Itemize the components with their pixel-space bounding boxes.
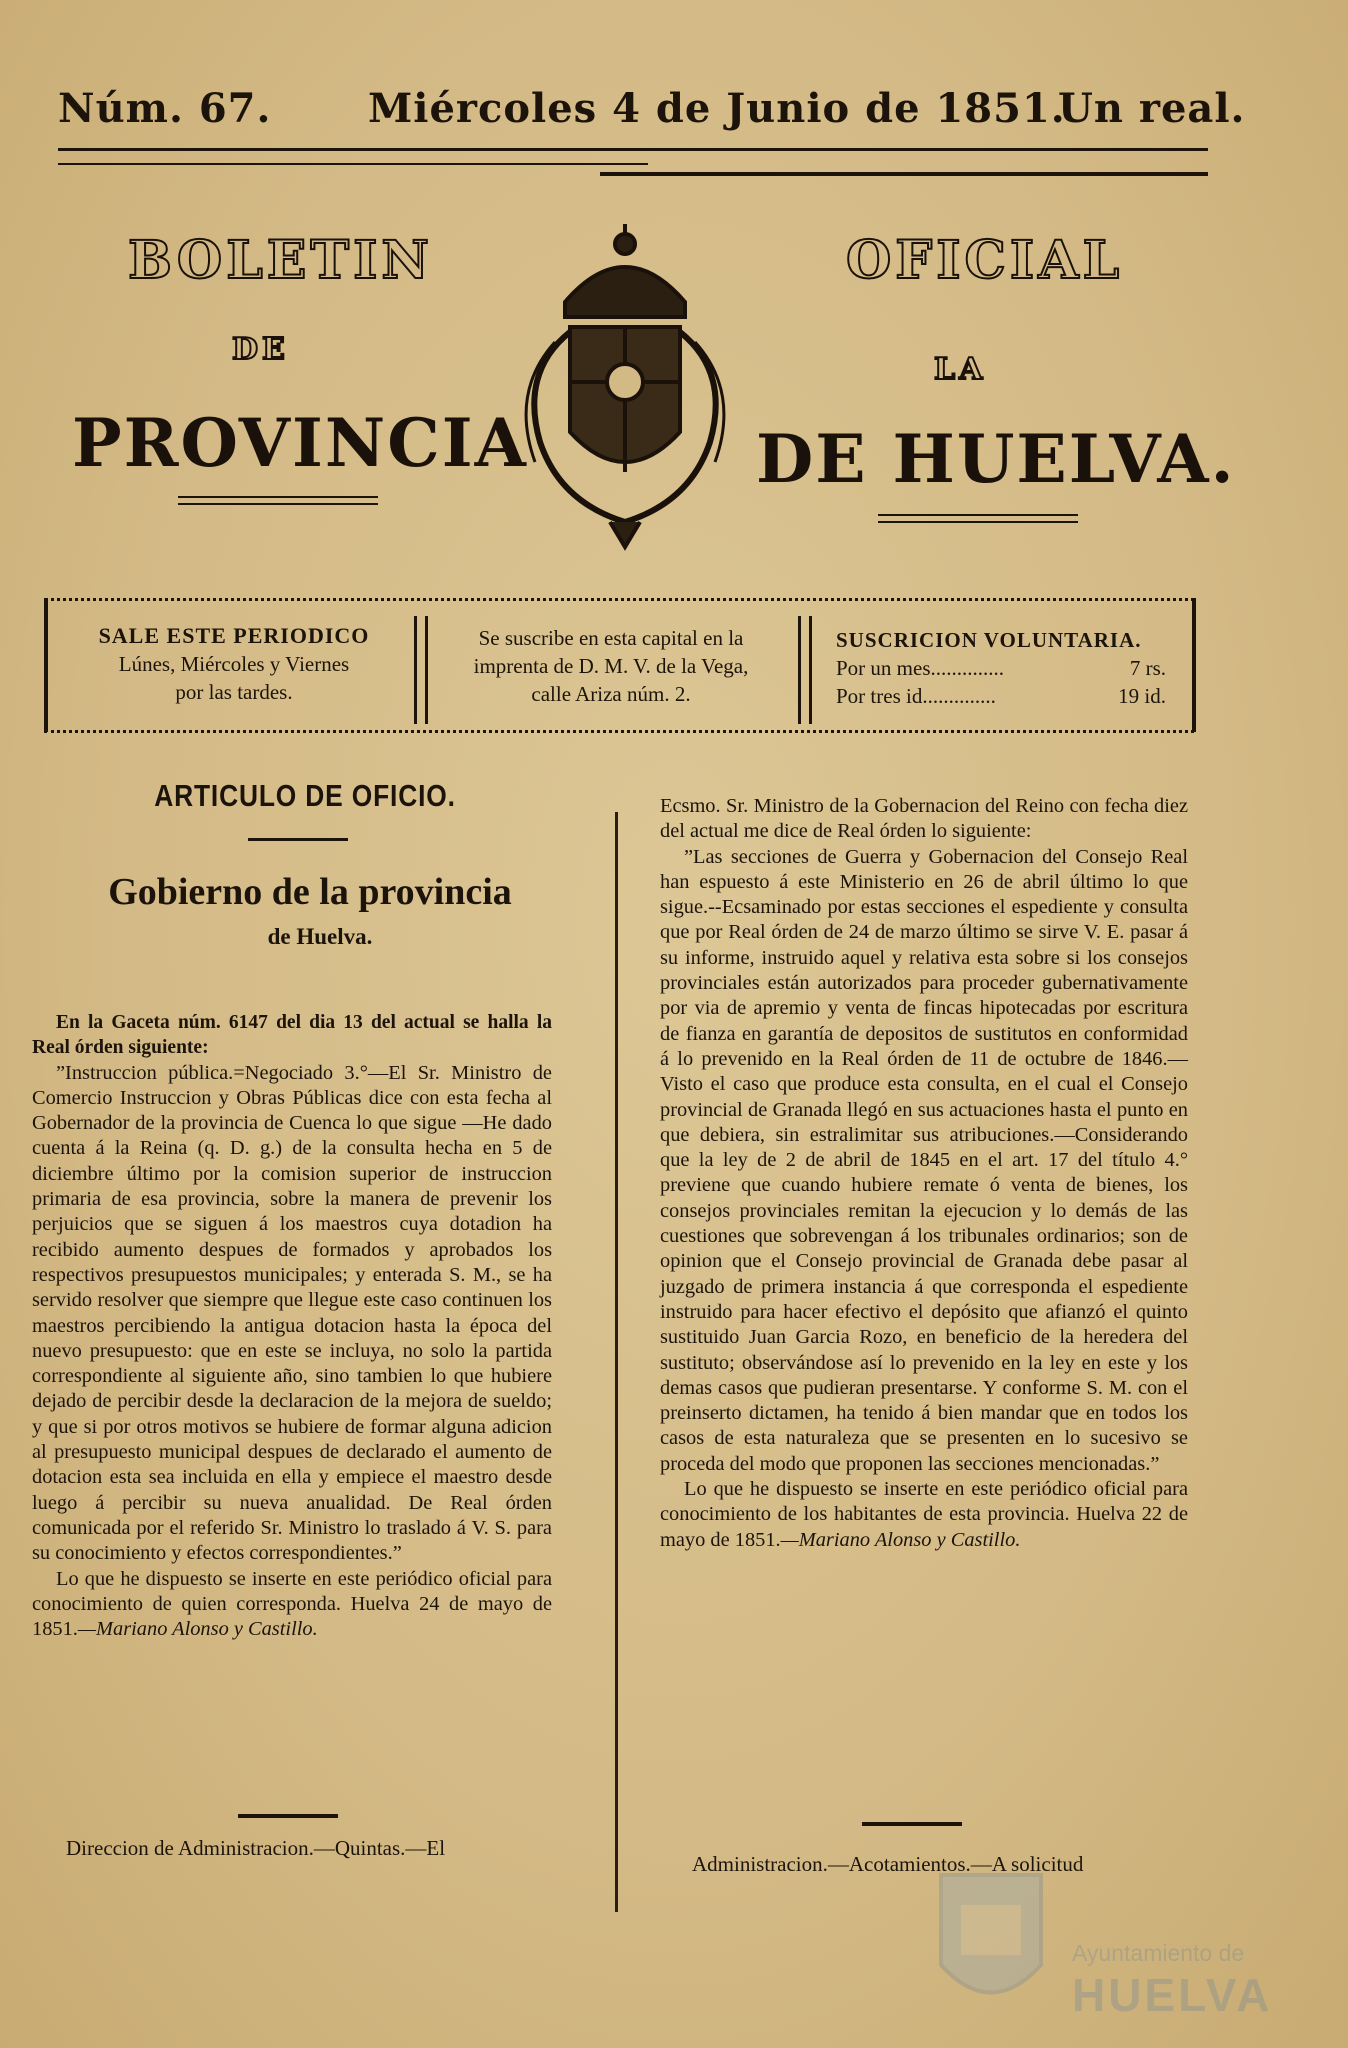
info-subscription-place	[436, 586, 786, 738]
price-row-quarter-value: 19 id.	[1118, 684, 1166, 708]
price-row-month-label: Por un mes..............	[836, 656, 1004, 680]
right-column-text	[660, 794, 1188, 1553]
left-column-rule	[238, 1814, 338, 1818]
left-paragraph-3	[32, 1567, 552, 1643]
left-footer: Direccion de Administracion.—Quintas.—El	[66, 1836, 446, 1860]
title-ornament-left	[178, 496, 378, 505]
info-divider-1	[414, 616, 428, 724]
info-left-bracket	[44, 598, 54, 732]
city-shield-icon	[936, 1870, 1046, 2020]
watermark-line2: HUELVA	[1072, 1969, 1273, 2021]
masthead-rule-top	[58, 148, 1208, 151]
right-paragraph-1: Ecsmo. Sr. Ministro de la Gobernacion del Reino con fecha diez del actual me dice de Real órden lo siguiente:	[660, 795, 1188, 843]
price-row-quarter-label: Por tres id..............	[836, 684, 996, 708]
issue-date: Miércoles 4 de Junio de 1851.	[368, 85, 1066, 132]
left-paragraph-1: En la Gaceta núm. 6147 del dia 13 del actual se halla la Real órden siguiente:	[32, 1012, 552, 1059]
masthead-rule-mid	[58, 163, 648, 165]
right-signature: —Mariano Alonso y Castillo.	[780, 1528, 1021, 1551]
watermark-line1: Ayuntamiento de	[1072, 1940, 1245, 1966]
info-right-bracket	[1186, 598, 1196, 732]
coat-of-arms-icon	[500, 222, 750, 552]
section-title-rule	[248, 838, 348, 841]
issue-price: Un real.	[1058, 85, 1246, 132]
watermark-logo	[936, 1870, 1336, 2030]
right-footer: Administracion.—Acotamientos.—A solicitud	[692, 1852, 1084, 1876]
section-title: ARTICULO DE OFICIO.	[154, 778, 456, 813]
info-place-line1: Se suscribe en esta capital en la	[478, 626, 744, 650]
right-column-rule	[862, 1822, 962, 1826]
issue-number: Núm. 67.	[58, 85, 272, 132]
right-paragraph-3-text: Lo que he dispuesto se inserte en este periódico oficial para conocimiento de los habitantes de esta provincia. Huelva 22 de mayo de 1851.	[660, 1478, 1188, 1551]
article-heading: Gobierno de la provincia	[108, 871, 512, 913]
right-paragraph-3	[660, 1477, 1188, 1553]
right-paragraph-2: ”Las secciones de Guerra y Gobernacion del Consejo Real han espuesto á este Ministerio en 26 de abril último lo que sigue.--Ecsaminado por estas secciones el espediente y consulta que por Real órden de 24 de marzo último se sirve V. E. pasar á su informe, instruido aquel y relativa esta sobre si los consejos provinciales están autorizados para proceder gubernativamente por via de apremio y venta de fincas hipotecadas por escritura de fianza en garantía de depositos de sustitutos en conformidad á lo prevenido en la Real órden de 11 de octubre de 1846.—Visto el caso que produce esta consulta, en el cual el Consejo provincial de Granada llegó en sus actuaciones hasta el punto en que debiera, sin estralimitar sus atribuciones.—Considerando que la ley de 2 de abril de 1845 en el art. 17 del título 4.° previene que cuando hubiere remate ó venta de bienes, los consejos provinciales remitan la ejecucion y lo demás de las cuestiones que sobrevengan á los tribunales ordinarios; son de opinion que el Consejo provincial de Granada debe pasar al juzgado de primera instancia á que corresponda el espediente instruido para hacer efectivo el depósito que afianzó el quinto sustituido Juan Garcia Rozo, en beneficio de la heredera del sustituto; observándose así lo prevenido en la ley en este y los demas casos que pudieran presentarse. Y conforme S. M. con el preinserto dictamen, ha tenido á bien mandar que en todos los casos de esta naturaleza que se presenten en lo sucesivo se proceda del modo que proponen las secciones mencionadas.”	[660, 845, 1188, 1475]
info-schedule-title: SALE ESTE PERIODICO	[98, 623, 370, 648]
info-pricing-title: SUSCRICION VOLUNTARIA.	[836, 628, 1142, 652]
title-de-huelva: DE HUELVA.	[756, 420, 1236, 498]
left-signature: —Mariano Alonso y Castillo.	[77, 1618, 318, 1641]
price-row-month-value: 7 rs.	[1129, 656, 1166, 680]
title-provincia: PROVINCIA	[72, 404, 528, 482]
info-pricing	[836, 586, 1166, 738]
info-divider-2	[798, 616, 812, 724]
info-schedule-days: Lúnes, Miércoles y Viernes	[118, 652, 350, 676]
title-la: LA	[934, 352, 987, 387]
title-boletin: BOLETIN	[128, 230, 433, 291]
masthead-rule-bottom	[600, 172, 1208, 176]
price-row-quarter	[836, 682, 1166, 710]
info-schedule	[64, 586, 404, 738]
left-column-text	[32, 1010, 552, 1642]
title-ornament-right	[878, 514, 1078, 523]
title-de: DE	[232, 332, 289, 367]
left-paragraph-2: ”Instruccion pública.=Negociado 3.°—El Sr. Ministro de Comercio Instruccion y Obras Públicas dice con esta fecha al Gobernador de la provincia de Cuenca lo que sigue —He dado cuenta á la Reina (q. D. g.) de la consulta hecha en 5 de diciembre último por la comision superior de instruccion primaria de esa provincia, sobre la manera de prevenir los perjuicios que se siguen á los maestros cuya dotadion ha recibido aumento despues de formados y aprobados los respectivos presupuestos municipales; y enterada S. M., se ha servido resolver que siempre que llegue este caso continuen los maestros percibiendo la antigua dotacion hasta la época del nuevo presupuesto: que en este se incluya, no solo la partida correspondiente al siguiente año, sino tambien lo que hubiere dejado de percibir desde la declaracion de la mejora de sueldo; y que si por otros motivos se hubiere de formar alguna adicion al presupuesto municipal despues de declarado el aumento de dotacion esta sea incluida en ella y empiece el maestro desde luego á percibir su nueva anualidad. De Real órden comunicada por el referido Sr. Ministro lo traslado á V. S. para su conocimiento y efectos correspondientes.”	[32, 1061, 552, 1565]
column-divider	[615, 812, 618, 1912]
info-place-line3: calle Ariza núm. 2.	[531, 682, 691, 706]
price-row-month	[836, 654, 1166, 682]
title-oficial: OFICIAL	[846, 230, 1124, 291]
article-subheading: de Huelva.	[267, 924, 373, 949]
left-paragraph-3-text: Lo que he dispuesto se inserte en este periódico oficial para conocimiento de quien corresponda. Huelva 24 de mayo de 1851.	[32, 1567, 552, 1641]
info-place-line2: imprenta de D. M. V. de la Vega,	[473, 654, 749, 678]
info-schedule-time: por las tardes.	[175, 680, 293, 704]
